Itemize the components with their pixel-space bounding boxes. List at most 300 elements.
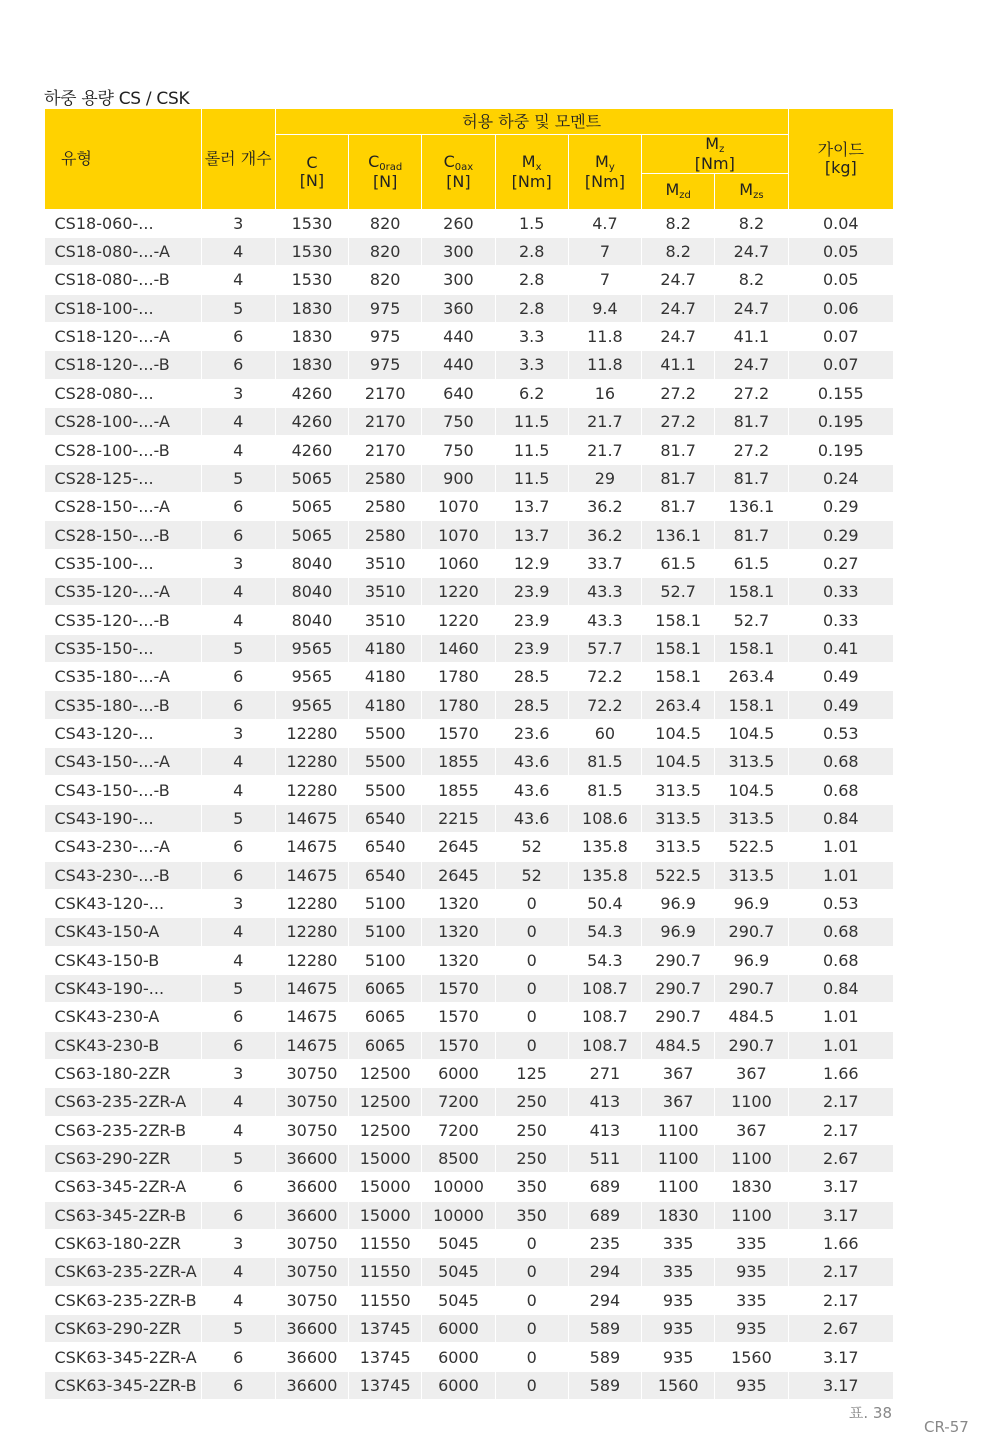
cell-c: 14675 <box>275 861 348 889</box>
cell-rollers: 4 <box>201 408 275 436</box>
cell-mzd: 104.5 <box>642 748 715 776</box>
cell-c: 12280 <box>275 889 348 917</box>
cell-rollers: 4 <box>201 606 275 634</box>
cell-mzs: 104.5 <box>715 719 788 747</box>
cell-rollers: 6 <box>201 663 275 691</box>
cell-c: 9565 <box>275 634 348 662</box>
cell-type: CSK43-120-... <box>45 889 202 917</box>
cell-c: 1830 <box>275 322 348 350</box>
cell-my: 689 <box>568 1173 641 1201</box>
table-row <box>45 436 894 464</box>
cell-rollers: 3 <box>201 1059 275 1087</box>
cell-type: CS35-180-...-A <box>45 663 202 691</box>
cell-mzd: 24.7 <box>642 322 715 350</box>
cell-mzs: 290.7 <box>715 918 788 946</box>
cell-mzs: 484.5 <box>715 1003 788 1031</box>
cell-c: 8040 <box>275 606 348 634</box>
cell-mzd: 367 <box>642 1059 715 1087</box>
cell-guide: 0.49 <box>788 663 893 691</box>
cell-mzd: 935 <box>642 1315 715 1343</box>
cell-mx: 0 <box>495 1258 568 1286</box>
cell-guide: 0.29 <box>788 521 893 549</box>
cell-my: 81.5 <box>568 748 641 776</box>
cell-c0ax: 10000 <box>422 1201 495 1229</box>
cell-guide: 1.01 <box>788 1003 893 1031</box>
cell-my: 271 <box>568 1059 641 1087</box>
cell-c0rad: 5100 <box>349 889 422 917</box>
cell-c0rad: 3510 <box>349 606 422 634</box>
cell-mx: 2.8 <box>495 237 568 265</box>
cell-mzs: 104.5 <box>715 776 788 804</box>
cell-rollers: 4 <box>201 776 275 804</box>
cell-c0rad: 13745 <box>349 1371 422 1399</box>
cell-mx: 23.9 <box>495 634 568 662</box>
cell-mzs: 158.1 <box>715 691 788 719</box>
cell-c: 36600 <box>275 1173 348 1201</box>
cell-mzd: 24.7 <box>642 294 715 322</box>
cell-type: CS35-120-...-B <box>45 606 202 634</box>
cell-mzs: 1100 <box>715 1201 788 1229</box>
cell-mzd: 290.7 <box>642 974 715 1002</box>
cell-mzd: 27.2 <box>642 379 715 407</box>
header-c-label: C <box>306 153 318 173</box>
cell-c0ax: 1320 <box>422 889 495 917</box>
cell-c0rad: 12500 <box>349 1059 422 1087</box>
cell-c: 36600 <box>275 1371 348 1399</box>
cell-c0ax: 1780 <box>422 663 495 691</box>
table-row <box>45 1031 894 1059</box>
cell-guide: 0.05 <box>788 237 893 265</box>
cell-c0ax: 1070 <box>422 493 495 521</box>
cell-my: 43.3 <box>568 578 641 606</box>
cell-c: 30750 <box>275 1286 348 1314</box>
cell-c: 12280 <box>275 748 348 776</box>
cell-c0ax: 6000 <box>422 1343 495 1371</box>
cell-c0ax: 1060 <box>422 549 495 577</box>
cell-mx: 3.3 <box>495 322 568 350</box>
cell-c0rad: 4180 <box>349 663 422 691</box>
cell-c: 1830 <box>275 351 348 379</box>
cell-my: 135.8 <box>568 861 641 889</box>
cell-my: 60 <box>568 719 641 747</box>
cell-c: 30750 <box>275 1088 348 1116</box>
cell-rollers: 4 <box>201 1258 275 1286</box>
cell-mzs: 96.9 <box>715 889 788 917</box>
cell-my: 54.3 <box>568 946 641 974</box>
cell-my: 29 <box>568 464 641 492</box>
cell-c0rad: 820 <box>349 209 422 237</box>
table-row <box>45 1003 894 1031</box>
header-mzs: $M_{zs}$ <box>715 173 788 209</box>
cell-c0rad: 2170 <box>349 379 422 407</box>
cell-c0ax: 5045 <box>422 1229 495 1257</box>
cell-mx: 250 <box>495 1088 568 1116</box>
cell-mzs: 27.2 <box>715 436 788 464</box>
cell-my: 511 <box>568 1144 641 1172</box>
cell-mzs: 935 <box>715 1315 788 1343</box>
cell-rollers: 4 <box>201 946 275 974</box>
cell-c0rad: 6540 <box>349 833 422 861</box>
cell-c0ax: 1570 <box>422 974 495 1002</box>
cell-c0rad: 5100 <box>349 918 422 946</box>
cell-mzd: 24.7 <box>642 266 715 294</box>
table-row <box>45 464 894 492</box>
cell-mx: 28.5 <box>495 663 568 691</box>
cell-c0ax: 1220 <box>422 578 495 606</box>
cell-c0ax: 360 <box>422 294 495 322</box>
cell-c0rad: 820 <box>349 266 422 294</box>
table-row <box>45 606 894 634</box>
cell-mzs: 313.5 <box>715 861 788 889</box>
cell-mzs: 24.7 <box>715 237 788 265</box>
cell-mzd: 367 <box>642 1088 715 1116</box>
cell-mx: 0 <box>495 889 568 917</box>
cell-my: 413 <box>568 1116 641 1144</box>
cell-mzd: 335 <box>642 1258 715 1286</box>
header-c0ax <box>422 135 495 210</box>
table-row <box>45 974 894 1002</box>
cell-rollers: 5 <box>201 464 275 492</box>
cell-c0rad: 13745 <box>349 1315 422 1343</box>
cell-type: CSK43-150-A <box>45 918 202 946</box>
cell-guide: 0.84 <box>788 974 893 1002</box>
cell-mzs: 263.4 <box>715 663 788 691</box>
cell-mx: 13.7 <box>495 521 568 549</box>
cell-mzs: 290.7 <box>715 974 788 1002</box>
cell-mzd: 81.7 <box>642 436 715 464</box>
table-row <box>45 322 894 350</box>
cell-mzs: 52.7 <box>715 606 788 634</box>
cell-c0rad: 12500 <box>349 1088 422 1116</box>
cell-c0rad: 6540 <box>349 861 422 889</box>
cell-mx: 0 <box>495 1003 568 1031</box>
cell-guide: 0.04 <box>788 209 893 237</box>
header-mz-label: $M_z$ <box>705 134 725 155</box>
cell-mx: 23.9 <box>495 606 568 634</box>
cell-guide: 2.17 <box>788 1286 893 1314</box>
cell-c0ax: 440 <box>422 351 495 379</box>
cell-mx: 13.7 <box>495 493 568 521</box>
cell-my: 689 <box>568 1201 641 1229</box>
cell-c: 8040 <box>275 549 348 577</box>
cell-c0rad: 5500 <box>349 748 422 776</box>
table-row <box>45 804 894 832</box>
header-rollers: 롤러 개수 <box>201 109 275 210</box>
table-row <box>45 1088 894 1116</box>
cell-type: CS18-080-...-B <box>45 266 202 294</box>
header-my-label: $M_y$ <box>595 152 615 173</box>
cell-rollers: 4 <box>201 237 275 265</box>
cell-c: 14675 <box>275 804 348 832</box>
cell-mx: 250 <box>495 1116 568 1144</box>
cell-type: CS63-290-2ZR <box>45 1144 202 1172</box>
cell-my: 72.2 <box>568 691 641 719</box>
header-type: 유형 <box>45 109 202 210</box>
cell-mzs: 24.7 <box>715 294 788 322</box>
table-row <box>45 1173 894 1201</box>
cell-mzs: 367 <box>715 1116 788 1144</box>
cell-my: 413 <box>568 1088 641 1116</box>
cell-c0ax: 5045 <box>422 1286 495 1314</box>
cell-c0ax: 10000 <box>422 1173 495 1201</box>
cell-guide: 0.53 <box>788 719 893 747</box>
cell-my: 81.5 <box>568 776 641 804</box>
cell-mx: 6.2 <box>495 379 568 407</box>
cell-rollers: 6 <box>201 691 275 719</box>
cell-mx: 23.6 <box>495 719 568 747</box>
cell-my: 7 <box>568 266 641 294</box>
cell-rollers: 5 <box>201 974 275 1002</box>
cell-my: 294 <box>568 1258 641 1286</box>
cell-c0rad: 6065 <box>349 1031 422 1059</box>
table-row <box>45 1201 894 1229</box>
cell-mzd: 935 <box>642 1343 715 1371</box>
cell-c0ax: 2645 <box>422 833 495 861</box>
cell-mzd: 1830 <box>642 1201 715 1229</box>
table-number: 표. 38 <box>848 1404 892 1422</box>
cell-mzs: 136.1 <box>715 493 788 521</box>
cell-rollers: 6 <box>201 1201 275 1229</box>
cell-c0ax: 900 <box>422 464 495 492</box>
cell-c0rad: 5500 <box>349 719 422 747</box>
cell-guide: 3.17 <box>788 1201 893 1229</box>
cell-mzd: 1100 <box>642 1116 715 1144</box>
cell-c0ax: 2645 <box>422 861 495 889</box>
cell-guide: 2.67 <box>788 1315 893 1343</box>
cell-my: 108.7 <box>568 974 641 1002</box>
cell-guide: 0.68 <box>788 946 893 974</box>
cell-rollers: 6 <box>201 493 275 521</box>
cell-mzs: 522.5 <box>715 833 788 861</box>
cell-mzd: 8.2 <box>642 209 715 237</box>
cell-guide: 1.01 <box>788 861 893 889</box>
cell-guide: 2.17 <box>788 1116 893 1144</box>
cell-mx: 0 <box>495 1343 568 1371</box>
cell-c0rad: 975 <box>349 351 422 379</box>
cell-guide: 2.17 <box>788 1258 893 1286</box>
cell-c0rad: 2580 <box>349 464 422 492</box>
load-capacity-table <box>44 108 894 1400</box>
header-c-unit: [N] <box>299 170 325 190</box>
cell-guide: 0.155 <box>788 379 893 407</box>
table-row <box>45 1258 894 1286</box>
cell-my: 72.2 <box>568 663 641 691</box>
cell-mzd: 96.9 <box>642 889 715 917</box>
cell-type: CS35-180-...-B <box>45 691 202 719</box>
cell-type: CSK63-180-2ZR <box>45 1229 202 1257</box>
cell-type: CS43-230-...-B <box>45 861 202 889</box>
header-c <box>275 135 348 210</box>
cell-c0rad: 5500 <box>349 776 422 804</box>
cell-mx: 250 <box>495 1144 568 1172</box>
cell-guide: 0.33 <box>788 578 893 606</box>
cell-mzd: 81.7 <box>642 464 715 492</box>
cell-mzd: 313.5 <box>642 804 715 832</box>
header-c0ax-label: $C_{0ax}$ <box>443 152 474 173</box>
cell-mx: 0 <box>495 1031 568 1059</box>
table-row <box>45 351 894 379</box>
cell-mzs: 935 <box>715 1258 788 1286</box>
header-mz-unit: [Nm] <box>694 154 735 173</box>
cell-c0ax: 1070 <box>422 521 495 549</box>
cell-my: 36.2 <box>568 493 641 521</box>
cell-c0rad: 4180 <box>349 691 422 719</box>
table-row <box>45 1343 894 1371</box>
table-row <box>45 918 894 946</box>
cell-type: CS63-345-2ZR-A <box>45 1173 202 1201</box>
header-c0rad-label: $C_{0rad}$ <box>368 152 403 173</box>
cell-type: CSK43-150-B <box>45 946 202 974</box>
cell-c0ax: 7200 <box>422 1088 495 1116</box>
cell-mzd: 96.9 <box>642 918 715 946</box>
cell-mzd: 52.7 <box>642 578 715 606</box>
cell-type: CS63-235-2ZR-A <box>45 1088 202 1116</box>
cell-mzd: 1100 <box>642 1173 715 1201</box>
cell-type: CS35-100-... <box>45 549 202 577</box>
cell-rollers: 5 <box>201 634 275 662</box>
header-guide-label: 가이드 <box>817 140 864 160</box>
cell-c: 30750 <box>275 1258 348 1286</box>
cell-mx: 0 <box>495 1371 568 1399</box>
cell-rollers: 6 <box>201 1031 275 1059</box>
cell-rollers: 4 <box>201 1088 275 1116</box>
cell-my: 589 <box>568 1343 641 1371</box>
cell-guide: 2.67 <box>788 1144 893 1172</box>
cell-mzd: 263.4 <box>642 691 715 719</box>
cell-c0rad: 15000 <box>349 1144 422 1172</box>
cell-my: 235 <box>568 1229 641 1257</box>
cell-rollers: 4 <box>201 1286 275 1314</box>
cell-c: 36600 <box>275 1343 348 1371</box>
cell-type: CS43-150-...-A <box>45 748 202 776</box>
cell-mx: 0 <box>495 946 568 974</box>
cell-guide: 0.33 <box>788 606 893 634</box>
cell-c: 4260 <box>275 408 348 436</box>
header-guide-unit: [kg] <box>824 157 857 177</box>
cell-mzs: 24.7 <box>715 351 788 379</box>
table-row <box>45 521 894 549</box>
cell-my: 50.4 <box>568 889 641 917</box>
cell-mzs: 61.5 <box>715 549 788 577</box>
table-row <box>45 493 894 521</box>
cell-rollers: 3 <box>201 889 275 917</box>
cell-c: 12280 <box>275 719 348 747</box>
cell-c: 5065 <box>275 464 348 492</box>
cell-c0ax: 5045 <box>422 1258 495 1286</box>
cell-mzd: 27.2 <box>642 408 715 436</box>
cell-c0ax: 8500 <box>422 1144 495 1172</box>
table-row <box>45 1315 894 1343</box>
cell-mx: 23.9 <box>495 578 568 606</box>
cell-type: CS28-080-... <box>45 379 202 407</box>
cell-mzd: 313.5 <box>642 776 715 804</box>
cell-c0ax: 640 <box>422 379 495 407</box>
cell-mzd: 335 <box>642 1229 715 1257</box>
cell-c0ax: 6000 <box>422 1059 495 1087</box>
cell-mx: 11.5 <box>495 464 568 492</box>
cell-mx: 52 <box>495 861 568 889</box>
cell-my: 589 <box>568 1315 641 1343</box>
cell-c0ax: 1320 <box>422 918 495 946</box>
cell-mzs: 158.1 <box>715 578 788 606</box>
cell-rollers: 6 <box>201 521 275 549</box>
cell-mzd: 41.1 <box>642 351 715 379</box>
cell-c: 36600 <box>275 1315 348 1343</box>
cell-rollers: 3 <box>201 379 275 407</box>
cell-mx: 125 <box>495 1059 568 1087</box>
cell-rollers: 5 <box>201 804 275 832</box>
cell-mzs: 313.5 <box>715 804 788 832</box>
cell-rollers: 3 <box>201 1229 275 1257</box>
cell-guide: 0.68 <box>788 776 893 804</box>
cell-mzs: 8.2 <box>715 209 788 237</box>
cell-c: 1530 <box>275 266 348 294</box>
cell-type: CS43-190-... <box>45 804 202 832</box>
cell-c0rad: 13745 <box>349 1343 422 1371</box>
cell-mzs: 367 <box>715 1059 788 1087</box>
table-row <box>45 379 894 407</box>
cell-guide: 0.84 <box>788 804 893 832</box>
cell-mx: 28.5 <box>495 691 568 719</box>
cell-c0ax: 300 <box>422 237 495 265</box>
cell-my: 16 <box>568 379 641 407</box>
cell-c: 12280 <box>275 918 348 946</box>
cell-mzs: 81.7 <box>715 521 788 549</box>
cell-rollers: 3 <box>201 209 275 237</box>
header-c0ax-unit: [N] <box>446 172 471 191</box>
cell-rollers: 5 <box>201 1315 275 1343</box>
cell-mzd: 1560 <box>642 1371 715 1399</box>
cell-mzs: 1560 <box>715 1343 788 1371</box>
cell-my: 135.8 <box>568 833 641 861</box>
cell-mzd: 290.7 <box>642 1003 715 1031</box>
cell-guide: 1.66 <box>788 1059 893 1087</box>
cell-my: 108.7 <box>568 1031 641 1059</box>
cell-c: 9565 <box>275 663 348 691</box>
cell-c: 4260 <box>275 379 348 407</box>
cell-c0rad: 2170 <box>349 408 422 436</box>
cell-c: 4260 <box>275 436 348 464</box>
cell-c: 1830 <box>275 294 348 322</box>
cell-c0ax: 750 <box>422 408 495 436</box>
table-row <box>45 266 894 294</box>
cell-rollers: 6 <box>201 1371 275 1399</box>
cell-c: 5065 <box>275 493 348 521</box>
cell-c: 12280 <box>275 946 348 974</box>
cell-mx: 11.5 <box>495 408 568 436</box>
cell-c0rad: 2170 <box>349 436 422 464</box>
header-allowable-loads: 허용 하중 및 모멘트 <box>275 109 788 135</box>
cell-type: CSK63-235-2ZR-A <box>45 1258 202 1286</box>
cell-rollers: 6 <box>201 1173 275 1201</box>
cell-type: CS18-120-...-A <box>45 322 202 350</box>
cell-mzs: 335 <box>715 1286 788 1314</box>
cell-c0ax: 260 <box>422 209 495 237</box>
cell-c0ax: 1220 <box>422 606 495 634</box>
cell-c: 14675 <box>275 833 348 861</box>
cell-guide: 0.68 <box>788 748 893 776</box>
cell-type: CS43-120-... <box>45 719 202 747</box>
cell-mx: 0 <box>495 1315 568 1343</box>
cell-type: CS63-235-2ZR-B <box>45 1116 202 1144</box>
cell-c: 1530 <box>275 237 348 265</box>
cell-mzd: 158.1 <box>642 663 715 691</box>
cell-guide: 0.07 <box>788 322 893 350</box>
cell-mzs: 27.2 <box>715 379 788 407</box>
cell-c0rad: 6065 <box>349 974 422 1002</box>
cell-mx: 11.5 <box>495 436 568 464</box>
cell-mx: 43.6 <box>495 776 568 804</box>
